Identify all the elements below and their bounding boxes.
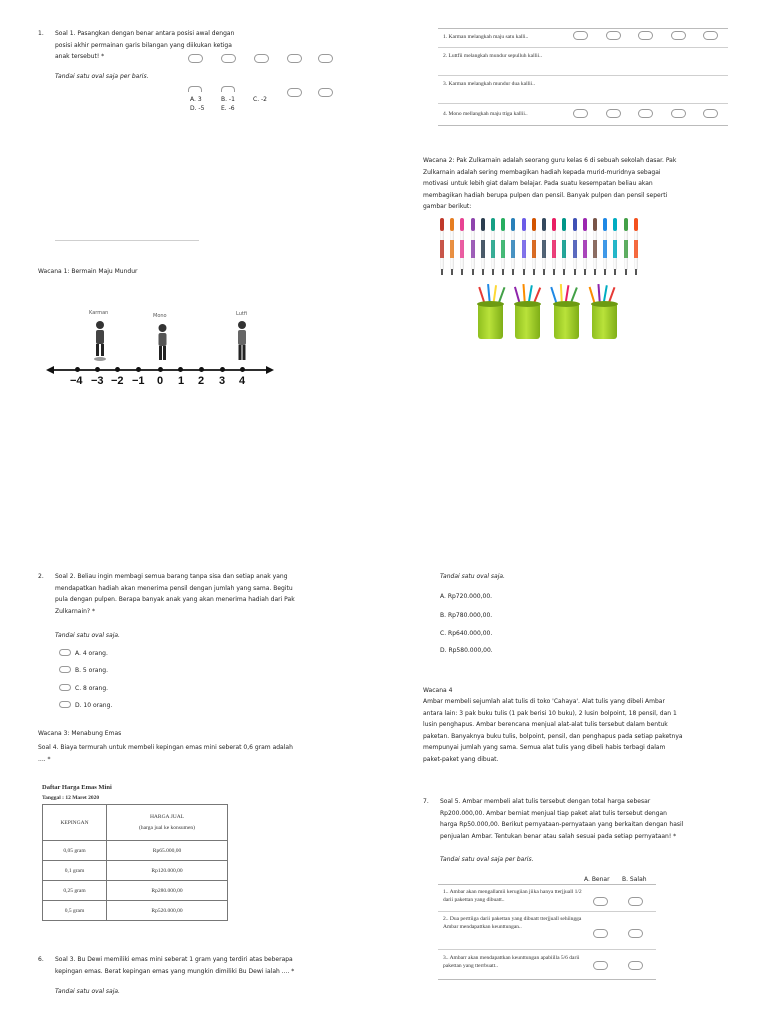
gold-cell: Rp65.000,00	[107, 841, 228, 861]
nl-label: 3	[219, 375, 226, 387]
q2-option-c-radio[interactable]	[59, 684, 71, 691]
q6-line: kepingan emas. Berat kepingan emas yang mungkin dimiliki Bu Dewi ialah .... *	[55, 967, 295, 975]
gold-cell: Rp120.000,00	[107, 861, 228, 881]
wacana4-line: lusin penghapus. Ambar berencana menjual alat-alat tulis tersebut dalam bentuk	[423, 721, 668, 728]
pen	[613, 218, 617, 270]
q1-row4-oval[interactable]	[703, 109, 718, 118]
q2-option-a[interactable]: A. 4 orang.	[75, 650, 108, 657]
gold-cell: Rp280.000,00	[107, 881, 228, 901]
q1-oval-top	[221, 86, 235, 92]
q2-option-b[interactable]: B. 5 orang.	[75, 667, 108, 674]
q4-opt-value: Rp720.000,00.	[447, 593, 493, 600]
q1-oval[interactable]	[254, 54, 269, 63]
q4-option-b[interactable]	[440, 610, 492, 622]
q1-row4-oval[interactable]	[671, 109, 686, 118]
q2-line: Soal 2. Beliau ingin membagi semua barang tanpa sisa dan setiap anak yang	[55, 573, 288, 580]
q1-row4-oval[interactable]	[573, 109, 588, 118]
q2-number: 2.	[38, 573, 44, 580]
gold-cell: 0,25 gram	[43, 881, 107, 901]
q1-row1-oval[interactable]	[703, 31, 718, 40]
q7-row-3-label: 3.. Ambarr akan mendapattkan keunttungan apabiilla 5/6 darii pakettan yang tterrbuatt..	[443, 955, 580, 969]
pen	[481, 218, 485, 270]
q1-row1-oval[interactable]	[606, 31, 621, 40]
row-divider	[438, 949, 656, 950]
pen	[460, 218, 464, 270]
gold-table-date: Tanggal : 12 Maret 2020	[42, 795, 100, 801]
q2-option-d-radio[interactable]	[59, 701, 71, 708]
q1-choice-a: A. 3	[190, 96, 202, 103]
pen	[522, 218, 526, 270]
q7-line: penjualan Ambar. Tentukan benar atau salah sesuai pada setiap pernyataan! *	[440, 832, 677, 840]
q7-table-bottom	[438, 979, 656, 980]
soal4-text	[38, 742, 338, 763]
wacana1-title: Wacana 1: Bermain Maju Mundur	[38, 268, 138, 275]
q1-row4-oval[interactable]	[606, 109, 621, 118]
wacana4-line: mempunyai jumlah yang sama. Semua alat tulis yang dibeli habis terbagi dalam	[423, 744, 666, 751]
q1-oval-top	[188, 86, 202, 92]
gold-header-harga	[107, 805, 228, 841]
wacana4-line: Ambar membeli sejumlah alat tulis di toko 'Cahaya'. Alat tulis yang dibeli Ambar	[423, 698, 665, 705]
wacana2-paragraph	[423, 155, 733, 210]
number-line-figure	[38, 305, 283, 397]
tick-dot	[136, 367, 141, 372]
q4-option-c[interactable]	[440, 628, 492, 640]
q1-row4-oval[interactable]	[638, 109, 653, 118]
q4-option-a[interactable]	[440, 591, 492, 603]
q1-row-4-label: 4. Mono mellangkah maju ttiga kallii..	[443, 111, 528, 117]
q1-oval[interactable]	[221, 54, 236, 63]
q4-opt-letter: C.	[440, 630, 447, 637]
gold-price-table	[42, 804, 228, 921]
q4-instruction: Tandai satu oval saja.	[440, 573, 505, 580]
q1-oval[interactable]	[287, 54, 302, 63]
pen	[562, 218, 566, 270]
q1-choice-c: C. -2	[253, 96, 267, 103]
q1-oval[interactable]	[318, 88, 333, 97]
wacana4-line: antara lain: 3 pak buku tulis (1 pak berisi 10 buku), 2 lusin bolpoint, 18 pensil, dan 1	[423, 709, 677, 717]
q1-row1-oval[interactable]	[573, 31, 588, 40]
q4-opt-letter: A.	[440, 593, 446, 600]
q7-row3-salah-oval[interactable]	[628, 961, 643, 970]
q7-col-benar: A. Benar	[584, 876, 610, 883]
q6-line: Soal 3. Bu Dewi memiliki emas mini seberat 1 gram yang terdiri atas beberapa	[55, 956, 293, 963]
q6-instruction: Tandai satu oval saja.	[55, 988, 120, 995]
divider	[55, 240, 199, 241]
name-lutfi: Lutfi	[236, 311, 247, 317]
q7-row-1-label: 1.. Ambar akan mengallamii kerugiian jiika hanya tterjjuall 1/2 darii pakettan yang dibuatt..	[443, 889, 582, 903]
wacana4-title: Wacana 4	[423, 687, 453, 694]
q2-line: pula dengan pulpen. Berapa banyak anak yang akan menerima hadiah dari Pak	[55, 596, 295, 603]
q7-table-top	[438, 884, 656, 885]
q2-option-c[interactable]: C. 8 orang.	[75, 685, 109, 692]
q2-question	[55, 571, 325, 617]
q6-number: 6.	[38, 956, 44, 963]
q1-oval[interactable]	[188, 54, 203, 63]
gold-table-title: Daftar Harga Emas Mini	[42, 784, 112, 791]
q4-opt-letter: D.	[440, 647, 447, 654]
gold-cell: Rp520.000,00	[107, 901, 228, 921]
q1-row1-oval[interactable]	[671, 31, 686, 40]
pen	[491, 218, 495, 270]
wacana2-line: gambar berikut:	[423, 203, 472, 210]
tick-dot	[115, 367, 120, 372]
tick-dot	[75, 367, 80, 372]
nl-label: −2	[111, 375, 124, 387]
q6-question	[55, 954, 335, 977]
nl-label: 0	[157, 375, 164, 387]
q1-line-1: Soal 1. Pasangkan dengan benar antara posisi awal dengan	[55, 30, 235, 37]
karman-figure	[93, 320, 107, 362]
q7-line: Soal 5. Ambar membeli alat tulis tersebut dengan total harga sebesar	[440, 798, 651, 805]
q7-row1-benar-oval[interactable]	[593, 897, 608, 906]
q1-instruction: Tandai satu oval saja per baris.	[55, 73, 149, 80]
pen	[583, 218, 587, 270]
nl-label: 4	[239, 375, 246, 387]
q7-number: 7.	[423, 798, 429, 805]
q1-choice-d: D. -5	[190, 105, 205, 112]
q1-row-2-label: 2. Luttfii melangkah mundur sepulluh kallii..	[443, 53, 542, 59]
gold-header-harga-2: (harga jual ke konsumen)	[139, 825, 195, 831]
soal4-line: .... *	[38, 755, 51, 763]
row-divider	[438, 911, 656, 912]
q7-question	[440, 796, 735, 842]
pen	[624, 218, 628, 270]
q4-opt-value: Rp580.000,00.	[448, 647, 493, 654]
pencil-cups-image	[470, 280, 630, 342]
tick-dot	[199, 367, 204, 372]
row-divider	[438, 103, 728, 104]
gold-cell: 0,05 gram	[43, 841, 107, 861]
q4-option-d[interactable]	[440, 645, 493, 657]
q7-instruction: Tandai satu oval saja per baris.	[440, 856, 534, 863]
wacana4-line: paketan. Banyaknya buku tulis, bolpoint, pensil, dan penghapus pada setiap paketnya	[423, 732, 683, 740]
nl-label: 2	[198, 375, 205, 387]
q7-row2-salah-oval[interactable]	[628, 929, 643, 938]
q2-line: mendapatkan hadiah akan menerima pensil dengan jumlah yang sama. Begitu	[55, 584, 293, 592]
q1-row-3-label: 3. Karman melangkah mundur dua kallii..	[443, 81, 535, 87]
q4-opt-value: Rp780.000,00.	[447, 612, 493, 619]
row-divider	[438, 47, 728, 48]
pen	[552, 218, 556, 270]
tick-dot	[178, 367, 183, 372]
name-mono: Mono	[153, 313, 167, 319]
q2-instruction: Tandai satu oval saja.	[55, 632, 120, 639]
q1-oval[interactable]	[318, 54, 333, 63]
pens-image	[436, 216, 646, 278]
tick-dot	[240, 367, 245, 372]
nl-label: −1	[132, 375, 145, 387]
q1-line-2: posisi akhir permainan garis bilangan yang diikukan ketiga	[55, 41, 232, 49]
soal4-line: Soal 4. Biaya termurah untuk membeli kepingan emas mini seberat 0,6 gram adalah	[38, 744, 293, 751]
q7-row2-benar-oval[interactable]	[593, 929, 608, 938]
tick-dot	[158, 367, 163, 372]
q2-option-d[interactable]: D. 10 orang.	[75, 702, 113, 709]
q1-line-3: anak tersebut! *	[55, 53, 105, 60]
mono-figure	[156, 323, 169, 365]
pen	[450, 218, 454, 270]
q7-row1-salah-oval[interactable]	[628, 897, 643, 906]
q7-line: Rp200.000,00. Ambar berniat menjual tiap paket alat tulis tersebut dengan	[440, 809, 667, 817]
nl-label: −4	[70, 375, 83, 387]
pen	[573, 218, 577, 270]
q2-option-b-radio[interactable]	[59, 666, 71, 673]
wacana3-title: Wacana 3: Menabung Emas	[38, 730, 122, 737]
nl-label: −3	[91, 375, 104, 387]
q7-line: harga Rp50.000,00. Berikut pernyataan-pernyataan yang berkaitan dengan hasil	[440, 821, 684, 828]
q4-opt-letter: B.	[440, 612, 447, 619]
table-bottom-border	[438, 125, 728, 126]
q1-oval[interactable]	[287, 88, 302, 97]
q1-choice-e: E. -6	[221, 105, 235, 112]
table-top-border	[438, 28, 728, 29]
gold-cell: 0,1 gram	[43, 861, 107, 881]
q1-choice-b: B. -1	[221, 96, 235, 103]
q4-opt-value: Rp640.000,00.	[448, 630, 493, 637]
q7-col-salah: B. Salah	[622, 876, 647, 883]
pen	[471, 218, 475, 270]
wacana2-line: Zulkarnain adalah sering membagikan hadiah kepada murid-muridnya sebagai	[423, 168, 661, 176]
wacana4-line: paket-paket yang dibuat.	[423, 755, 499, 763]
q1-number: 1.	[38, 30, 44, 37]
pen	[440, 218, 444, 270]
q7-row-2-label: 2.. Dua perttiiga darii pakettan yang dibuatt tterjjuall sehiingga Ambar mendapattkan keunttungan..	[443, 916, 582, 930]
pen	[593, 218, 597, 270]
tick-dot	[95, 367, 100, 372]
q2-line: Zulkarnain? *	[55, 607, 96, 615]
nl-label: 1	[178, 375, 185, 387]
pen	[532, 218, 536, 270]
pen	[542, 218, 546, 270]
wacana4-paragraph	[423, 696, 733, 765]
q1-row-1-label: 1. Karman melangkah maju satu kalli..	[443, 34, 529, 40]
q2-option-a-radio[interactable]	[59, 649, 71, 656]
lutfi-figure	[236, 319, 248, 365]
row-divider	[438, 75, 728, 76]
wacana2-line: motivasi untuk lebih giat dalam belajar. Pada suatu kesempatan beliau akan	[423, 180, 653, 187]
pen	[634, 218, 638, 270]
name-karman: Karman	[89, 310, 109, 316]
wacana2-line: membagikan hadiah berupa pulpen dan pensil. Banyak pulpen dan pensil seperti	[423, 191, 668, 199]
wacana2-line: Wacana 2: Pak Zulkarnain adalah seorang guru kelas 6 di sebuah sekolah dasar. Pak	[423, 157, 677, 164]
gold-header-kepingan: KEPINGAN	[43, 805, 107, 841]
tick-dot	[220, 367, 225, 372]
gold-cell: 0,5 gram	[43, 901, 107, 921]
pen	[603, 218, 607, 270]
q1-row1-oval[interactable]	[638, 31, 653, 40]
gold-header-harga-1: HARGA JUAL	[149, 814, 185, 820]
pen	[511, 218, 515, 270]
q7-row3-benar-oval[interactable]	[593, 961, 608, 970]
pen	[501, 218, 505, 270]
